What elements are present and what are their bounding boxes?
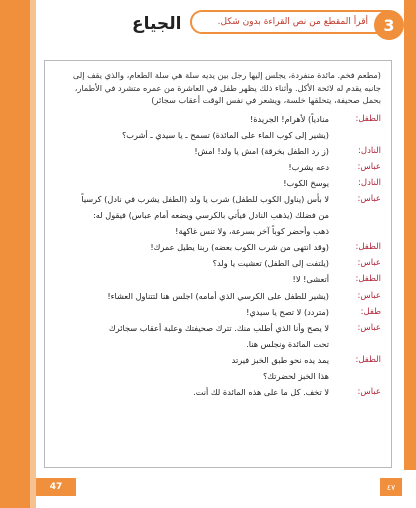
dialogue-line [55, 306, 381, 319]
dialogue-line [55, 161, 381, 174]
speech-text: هذا الخبز لحضرتك؟ [262, 371, 329, 381]
dialogue-box [44, 60, 392, 468]
speech-text: (يلتفت إلى الطفل) تعشيت يا ولد؟ [212, 258, 329, 269]
dialogue-line [55, 290, 381, 303]
speech-text: منادياً) لأهرام! الجريدة! [249, 113, 329, 124]
dialogue-line [55, 193, 381, 206]
dialogue-line [55, 129, 381, 142]
speaker-name: عباس: [357, 290, 381, 301]
stage-intro: (مطعم فخم. مائدة منفردة، يجلس إليها رجل بين يديه سلة هي سلة الطعام، والذي يقف إلى جانبه يقدم له لائحة الأكل. وأثناء ذلك يظهر طفل في العاشرة من عمره متشرد في الأطمار، بحمل صحيفة، يتحلقها خلسة، ويشعر في نفس الوقت أعقاب سجائر) [72, 70, 381, 105]
speaker-name: الطفل: [355, 242, 381, 253]
speech-text: أتعشى! لا! [292, 274, 329, 285]
dialogue-line [55, 209, 381, 222]
dialogue-line [55, 225, 381, 238]
dialogue-line [55, 113, 381, 126]
right-orange-tab [404, 0, 416, 470]
speaker-name: النادل: [358, 145, 381, 156]
speech-text: يوسخ الكوب! [283, 177, 329, 188]
speaker-name: النادل: [358, 177, 381, 188]
speech-text: تحت المائدة ونجلس هنا. [246, 338, 329, 349]
speech-text: (متردد) لا تصح يا سيدي! [246, 306, 329, 317]
speech-text: (يشير إلى كوب الماء على المائدة) تسمح ـ يا سيدي ـ أشرب؟ [121, 129, 329, 140]
dialogue-line [55, 338, 381, 351]
footer [36, 476, 402, 498]
dialogue-line [55, 177, 381, 190]
speaker-name: عباس: [357, 193, 381, 204]
dialogue-list [55, 113, 381, 399]
speech-text: لا يصح وأنا الذي أطلب منك. تترك صحيفتك وعلبة أعقاب سجائرك [108, 322, 329, 333]
page-title: الجياع [132, 14, 182, 34]
speaker-name: عباس: [357, 161, 381, 172]
dialogue-line [55, 370, 381, 383]
speaker-name: الطفل: [355, 274, 381, 285]
dialogue-line [55, 354, 381, 367]
dialogue-line [55, 273, 381, 286]
page-number-right: ٤٧ [380, 478, 402, 496]
instruction-text: أقرأ المقطع من نص القراءة بدون شكل. [217, 17, 368, 27]
left-orange-bar [0, 0, 30, 508]
speaker-name: طفل: [360, 306, 381, 317]
page-number-left: 47 [36, 478, 76, 496]
dialogue-line [55, 145, 381, 158]
dialogue-line [55, 322, 381, 335]
dialogue-line [55, 257, 381, 270]
speech-text: (ز رد الطفل بخرقة) امش يا ولد! امش! [194, 145, 329, 156]
speaker-name: عباس: [357, 258, 381, 269]
speaker-name: عباس: [357, 387, 381, 398]
exercise-number-badge: 3 [374, 10, 404, 40]
speech-text: من فضلك (يذهب النادل فيأتي بالكرسي ويضعه أمام عباس) فيقول له: [93, 210, 329, 221]
speech-text: لا تخف. كل ما على هذه المائدة لك أنت. [193, 387, 329, 398]
speech-text: دعه يشرب! [288, 161, 329, 172]
dialogue-line [55, 386, 381, 399]
speech-text: لا بأس (يناول الكوب للطفل) شرب يا ولد (الطفل يشرب في نادل) كرسياً [81, 193, 329, 204]
speaker-name: الطفل: [355, 113, 381, 124]
dialogue-line [55, 241, 381, 254]
speech-text: ذهب وأحضر كوباً آخر بسرعة، ولا تنس غاكهة! [175, 226, 329, 237]
speech-text: يمد يده نحو طبق الخبز فيرتد [231, 354, 329, 365]
left-light-bar [30, 0, 36, 508]
header [40, 8, 400, 42]
speech-text: (وقد انتهى من شرب الكوب بعضه) ربنا يطيل عمرك! [150, 242, 329, 253]
speaker-name: عباس: [357, 322, 381, 333]
speaker-name: الطفل: [355, 354, 381, 365]
speech-text: (يشير للطفل على الكرسي الذي أمامه) اجلس هنا لتتناول العشاء! [107, 290, 329, 301]
instruction-box [190, 10, 400, 34]
